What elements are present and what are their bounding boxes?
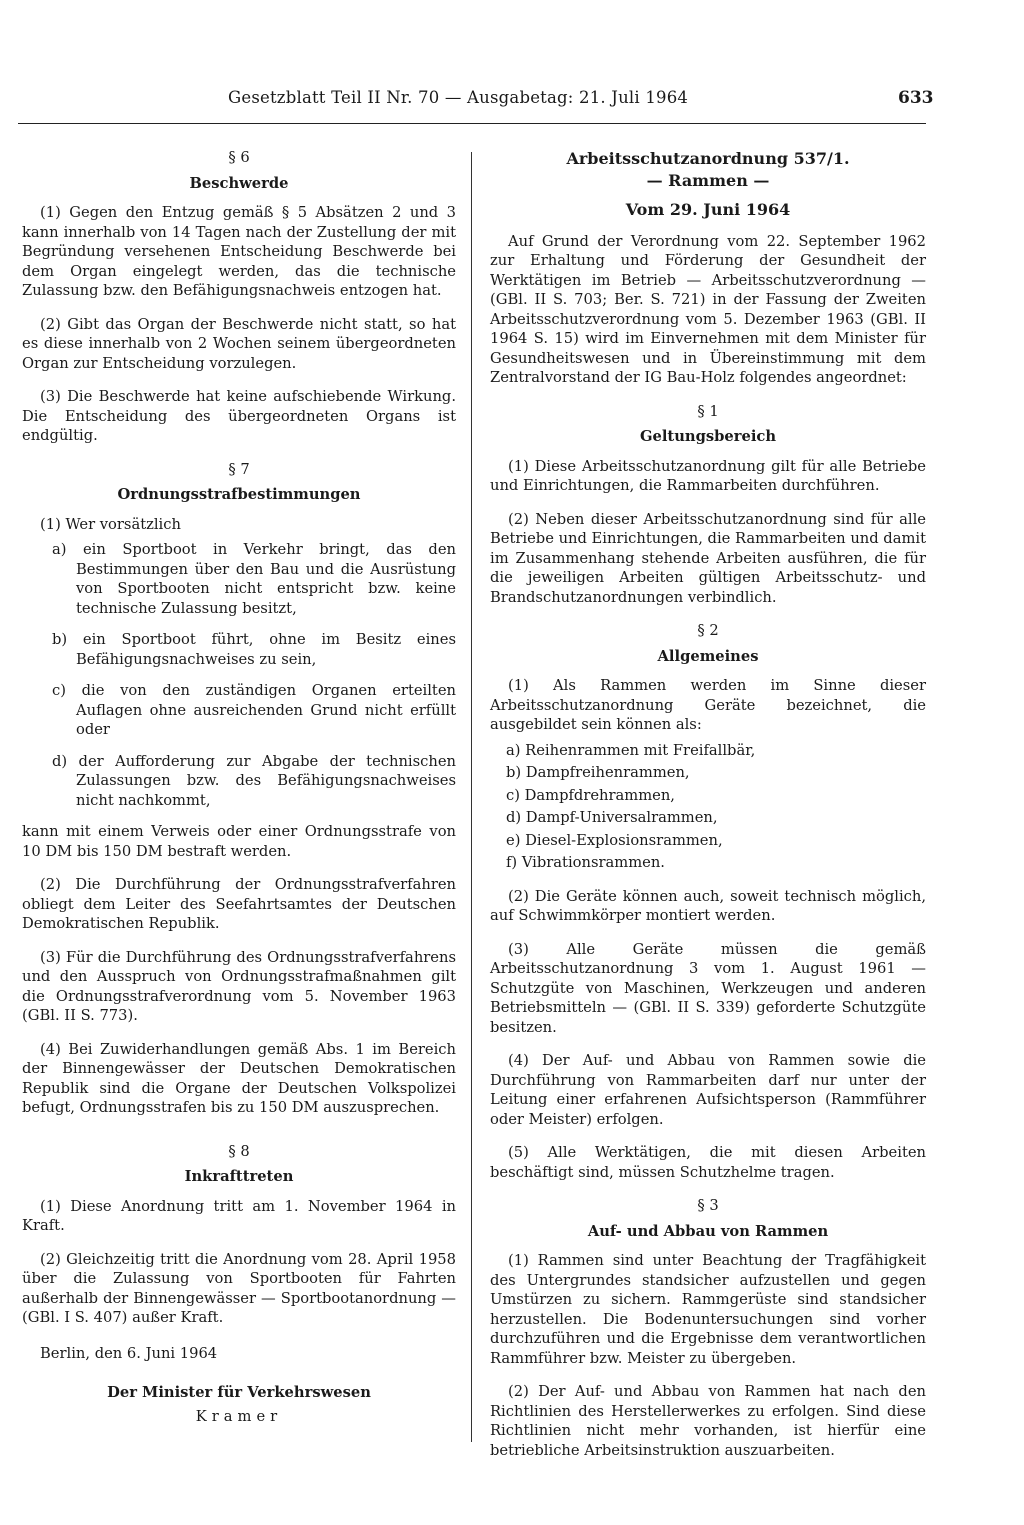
section-7-number: § 7 xyxy=(228,460,250,478)
section-7-item-d: d) der Aufforderung zur Abgabe der technischen Zulassungen bzw. des Befähigungsnachweises nicht nachkommt, xyxy=(52,752,456,809)
section-6-heading: Beschwerde xyxy=(189,174,289,192)
list-item: a) Reihenrammen mit Freifallbär, xyxy=(506,741,756,759)
section-7-item-a: a) ein Sportboot in Verkehr bringt, das den Bestimmungen über den Bau und die Ausrüstung von Sportbooten nicht entspricht bzw. keine technische Zulassung besitzt, xyxy=(52,541,456,617)
ordinance-date: Vom 29. Juni 1964 xyxy=(625,200,791,219)
section-2-paragraph-5: (5) Alle Werktätigen, die mit diesen Arbeiten beschäftigt sind, müssen Schutzhelme tragen. xyxy=(490,1144,926,1181)
section-3-paragraph-1: (1) Rammen sind unter Beachtung der Tragfähigkeit des Untergrundes standsicher aufzustellen und gegen Umstürzen zu sichern. Rammgerüste sind standsicher herzustellen. Die Bodenuntersuchungen sind vorher durchzuführen und die Ergebnisse dem verantwortlichen Rammführer bzw. Meister zu übergeben. xyxy=(490,1252,926,1367)
minister-title: Der Minister für Verkehrswesen xyxy=(107,1384,371,1401)
list-item: d) Dampf-Universalrammen, xyxy=(506,809,718,826)
section-6-number: § 6 xyxy=(228,149,250,166)
section-1-heading: Geltungsbereich xyxy=(639,428,777,445)
section-8-heading: Inkrafttreten xyxy=(184,1168,294,1185)
list-item: c) Dampfdrehrammen, xyxy=(506,786,675,804)
section-7-tail: kann mit einem Verweis oder einer Ordnungsstrafe von 10 DM bis 150 DM bestraft werden. xyxy=(22,823,456,860)
section-7-paragraph-2: (2) Die Durchführung der Ordnungsstrafverfahren obliegt dem Leiter des Seefahrtsamtes der Deutschen Demokratischen Republik. xyxy=(22,876,456,932)
page-number: 633 xyxy=(898,88,934,108)
header-title: Gesetzblatt Teil II Nr. 70 — Ausgabetag: 21. Juli 1964 xyxy=(228,88,689,107)
signature-date: Berlin, den 6. Juni 1964 xyxy=(40,1344,218,1362)
section-2-paragraph-3: (3) Alle Geräte müssen die gemäß Arbeitsschutzanordnung 3 vom 1. August 1961 — Schutzgüte von Maschinen, Werkzeugen und anderen Betriebsmitteln — (GBl. II S. 339) geforderte Schutzgüte besitzen. xyxy=(490,940,926,1036)
section-3-paragraph-2: (2) Der Auf- und Abbau von Rammen hat nach den Richtlinien des Herstellerwerkes zu erfolgen. Sind diese Richtlinien nicht mehr vorhanden, ist hierfür eine betriebliche Arbeitsinstruktion auszuarbeiten. xyxy=(490,1383,926,1459)
ordinance-title: Arbeitsschutzanordnung 537/1. xyxy=(566,149,850,168)
list-item: b) Dampfreihenrammen, xyxy=(506,764,690,781)
section-2-paragraph-4: (4) Der Auf- und Abbau von Rammen sowie die Durchführung von Rammarbeiten darf nur unter der Leitung einer erfahrenen Aufsichtsperson (Rammführer oder Meister) erfolgen. xyxy=(490,1052,926,1128)
section-2-heading: Allgemeines xyxy=(657,647,759,665)
minister-name: Kramer xyxy=(195,1407,283,1425)
section-6-paragraph-1: (1) Gegen den Entzug gemäß § 5 Absätzen 2 und 3 kann innerhalb von 14 Tagen nach der Zustellung der mit Begründung versehenen Entscheidung Beschwerde bei dem Organ eingelegt werden, das die technische Zulassung bzw. den Befähigungsnachweis entzogen hat. xyxy=(22,204,456,299)
section-2-paragraph-1: (1) Als Rammen werden im Sinne dieser Arbeitsschutzanordnung Geräte bezeichnet, die ausgebildet sein können als: xyxy=(490,677,926,733)
section-8-number: § 8 xyxy=(228,1142,250,1160)
section-7-paragraph-4: (4) Bei Zuwiderhandlungen gemäß Abs. 1 im Bereich der Binnengewässer der Deutschen Demokratischen Republik sind die Organe der Deutschen Volkspolizei befugt, Ordnungsstrafen bis zu 150 DM auszusprechen. xyxy=(22,1040,456,1116)
section-3-number: § 3 xyxy=(697,1197,719,1214)
column-divider xyxy=(471,152,472,1442)
section-6-paragraph-2: (2) Gibt das Organ der Beschwerde nicht statt, so hat es diese innerhalb von 2 Wochen seinem übergeordneten Organ zur Entscheidung vorzulegen. xyxy=(22,315,456,372)
section-7-heading: Ordnungsstrafbestimmungen xyxy=(117,486,361,503)
right-column xyxy=(490,148,926,1474)
ordinance-subtitle: — Rammen — xyxy=(646,171,770,190)
preamble: Auf Grund der Verordnung vom 22. September 1962 zur Erhaltung und Förderung der Gesundheit der Werktätigen im Betrieb — Arbeitsschutzverordnung — (GBl. II S. 703; Ber. S. 721) in der Fassung der Zweiten Arbeitsschutzverordnung vom 5. Dezember 1963 (GBl. II 1964 S. 15) wird im Einvernehmen mit dem Minister für Gesundheitswesen und in Übereinstimmung mit dem Zentralvorstand der IG Bau-Holz folgendes angeordnet: xyxy=(490,232,926,386)
section-2-number: § 2 xyxy=(697,622,719,639)
section-1-paragraph-1: (1) Diese Arbeitsschutzanordnung gilt für alle Betriebe und Einrichtungen, die Rammarbeiten durchführen. xyxy=(490,457,926,494)
left-column xyxy=(22,148,456,1426)
section-7-item-c: c) die von den zuständigen Organen erteilten Auflagen ohne ausreichenden Grund nicht erfüllt oder xyxy=(52,682,456,738)
list-item: f) Vibrationsrammen. xyxy=(506,854,665,871)
section-1-number: § 1 xyxy=(697,402,719,420)
section-7-paragraph-3: (3) Für die Durchführung des Ordnungsstrafverfahrens und den Ausspruch von Ordnungsstrafmaßnahmen gilt die Ordnungsstrafverordnung vom 5. November 1963 (GBl. II S. 773). xyxy=(22,948,456,1024)
page-header xyxy=(0,88,1024,118)
section-8-paragraph-1: (1) Diese Anordnung tritt am 1. November 1964 in Kraft. xyxy=(22,1197,456,1234)
section-8-paragraph-2: (2) Gleichzeitig tritt die Anordnung vom 28. April 1958 über die Zulassung von Sportbooten für Fahrten außerhalb der Binnengewässer — Sportbootanordnung — (GBl. I S. 407) außer Kraft. xyxy=(22,1250,456,1326)
section-1-paragraph-2: (2) Neben dieser Arbeitsschutzanordnung sind für alle Betriebe und Einrichtungen, die Rammarbeiten und damit im Zusammenhang stehende Arbeiten ausführen, die für die jeweiligen Arbeiten gültigen Arbeitsschutz- und Brandschutzanordnungen verbindlich. xyxy=(490,510,926,606)
section-6-paragraph-3: (3) Die Beschwerde hat keine aufschiebende Wirkung. Die Entscheidung des übergeordneten Organs ist endgültig. xyxy=(22,388,456,444)
header-rule xyxy=(18,123,926,124)
section-7-intro: (1) Wer vorsätzlich xyxy=(40,515,181,533)
section-7-item-b: b) ein Sportboot führt, ohne im Besitz eines Befähigungsnachweises zu sein, xyxy=(52,631,456,668)
section-2-paragraph-2: (2) Die Geräte können auch, soweit technisch möglich, auf Schwimmkörper montiert werden. xyxy=(490,887,926,924)
list-item: e) Diesel-Explosionsrammen, xyxy=(506,831,723,849)
section-3-heading: Auf- und Abbau von Rammen xyxy=(587,1222,829,1240)
